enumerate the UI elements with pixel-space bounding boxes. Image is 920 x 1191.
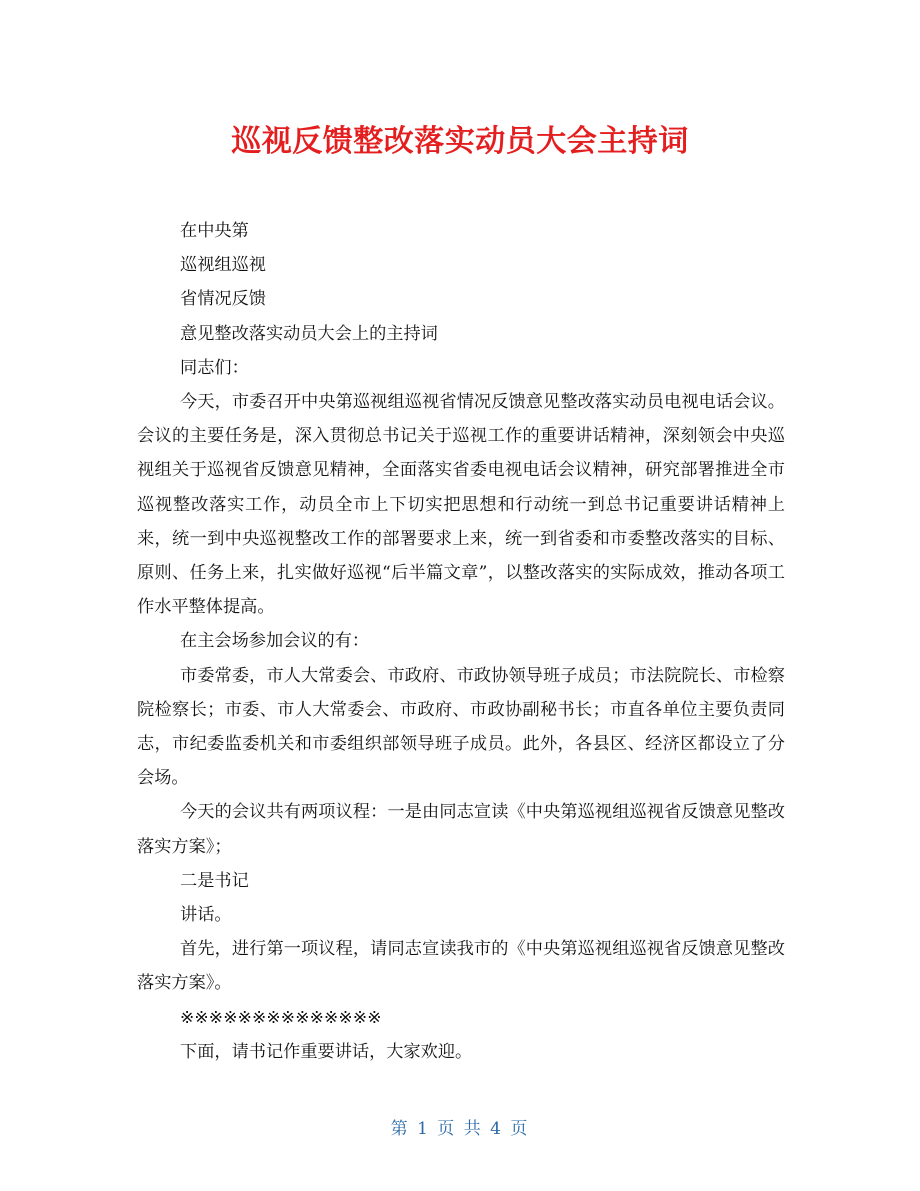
paragraph: 在中央第 <box>180 221 249 241</box>
salutation: 同志们： <box>180 357 249 378</box>
paragraph: 市委常委，市人大常委会、市政府、市政协领导班子成员；市法院院长、市检察院检察长；市委、市人大常委会、市政府、市政协副秘书长；市直各单位主要负责同志，市纪委监委机关和市委组织部领导班子成员。此外，各县区、经济区都设立了分会场。 <box>137 665 785 789</box>
paragraph: 意见整改落实动员大会上的主持词 <box>180 323 438 344</box>
separator-marks: ※※※※※※※※※※※※※※ <box>180 1007 382 1028</box>
paragraph: 二是书记 <box>180 870 249 891</box>
paragraph: 在主会场参加会议的有： <box>180 631 370 652</box>
page-footer: 第 1 页 共 4 页 <box>390 1119 530 1139</box>
paragraph: 首先，进行第一项议程，请同志宣读我市的《中央第巡视组巡视省反馈意见整改落实方案》。 <box>137 939 785 994</box>
paragraph: 省情况反馈 <box>180 289 266 310</box>
paragraph: 下面，请书记作重要讲话，大家欢迎。 <box>180 1041 473 1062</box>
paragraph: 今天的会议共有两项议程：一是由同志宣读《中央第巡视组巡视省反馈意见整改落实方案》； <box>137 802 785 857</box>
paragraph: 讲话。 <box>180 905 232 926</box>
document-title: 巡视反馈整改落实动员大会主持词 <box>231 124 689 159</box>
paragraph: 巡视组巡视 <box>180 255 266 276</box>
paragraph: 今天，市委召开中央第巡视组巡视省情况反馈意见整改落实动员电视电话会议。会议的主要任务是，深入贯彻总书记关于巡视工作的重要讲话精神，深刻领会中央巡视组关于巡视省反馈意见精神，全面落实省委电视电话会议精神，研究部署推进全市巡视整改落实工作，动员全市上下切实把思想和行动统一到总书记重要讲话精神上来，统一到中央巡视整改工作的部署要求上来，统一到省委和市委整改落实的目标、原则、任务上来，扎实做好巡视“后半篇文章”，以整改落实的实际成效，推动各项工作水平整体提高。 <box>137 392 785 618</box>
document-body <box>137 214 785 1069</box>
